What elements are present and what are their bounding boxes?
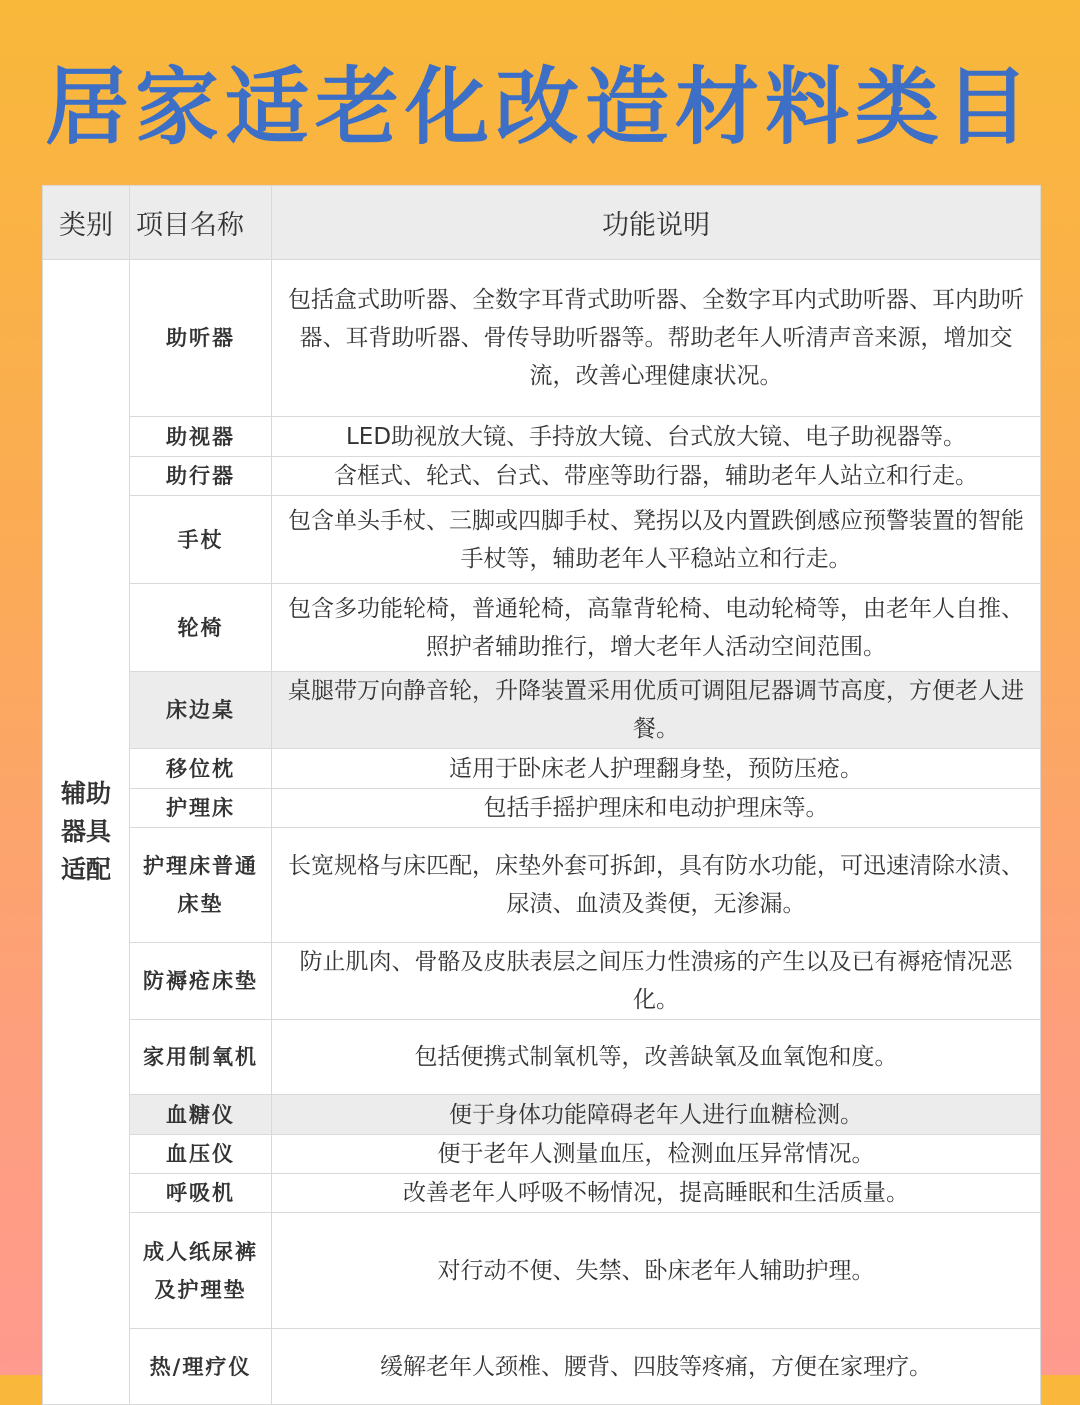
item-description: 包括手摇护理床和电动护理床等。: [272, 789, 1041, 828]
table-row: [43, 584, 1041, 672]
item-name: 助行器: [130, 457, 272, 496]
header-category: 类别: [43, 186, 130, 260]
item-description: 适用于卧床老人护理翻身垫，预防压疮。: [272, 749, 1041, 789]
category-cell: 辅助器具适配: [43, 260, 130, 1405]
table-row: [43, 1329, 1041, 1405]
item-name: 成人纸尿裤及护理垫: [130, 1213, 272, 1329]
item-description: 长宽规格与床匹配，床垫外套可拆卸，具有防水功能，可迅速清除水渍、尿渍、血渍及粪便，无渗漏。: [272, 828, 1041, 943]
header-description: 功能说明: [272, 186, 1041, 260]
item-name: 血压仪: [130, 1135, 272, 1174]
table-header-row: [43, 186, 1041, 260]
item-description: 包含单头手杖、三脚或四脚手杖、凳拐以及内置跌倒感应预警装置的智能手杖等，辅助老年人平稳站立和行走。: [272, 496, 1041, 584]
item-name: 防褥疮床垫: [130, 943, 272, 1020]
item-description: 便于身体功能障碍老年人进行血糖检测。: [272, 1095, 1041, 1135]
item-description: 防止肌肉、骨骼及皮肤表层之间压力性溃疡的产生以及已有褥疮情况恶化。: [272, 943, 1041, 1020]
item-description: 缓解老年人颈椎、腰背、四肢等疼痛，方便在家理疗。: [272, 1329, 1041, 1405]
item-name: 呼吸机: [130, 1174, 272, 1213]
table-row: [43, 496, 1041, 584]
table-row: [43, 457, 1041, 496]
table-row: [43, 417, 1041, 457]
table-row: [43, 828, 1041, 943]
page-title: 居家适老化改造材料类目: [44, 58, 1035, 156]
table-row: [43, 749, 1041, 789]
item-name: 家用制氧机: [130, 1020, 272, 1095]
item-description: 改善老年人呼吸不畅情况，提高睡眠和生活质量。: [272, 1174, 1041, 1213]
item-name: 移位枕: [130, 749, 272, 789]
materials-table: [42, 185, 1041, 1405]
item-description: 桌腿带万向静音轮，升降装置采用优质可调阻尼器调节高度，方便老人进餐。: [272, 672, 1041, 749]
table-row: [43, 1095, 1041, 1135]
table-row: [43, 1174, 1041, 1213]
table-row: [43, 1213, 1041, 1329]
item-name: 床边桌: [130, 672, 272, 749]
item-description: 包含多功能轮椅，普通轮椅，高靠背轮椅、电动轮椅等，由老年人自推、照护者辅助推行，增大老年人活动空间范围。: [272, 584, 1041, 672]
table-row: [43, 789, 1041, 828]
table-row: [43, 260, 1041, 417]
table-row: [43, 943, 1041, 1020]
item-description: LED助视放大镜、手持放大镜、台式放大镜、电子助视器等。: [272, 417, 1041, 457]
item-name: 血糖仪: [130, 1095, 272, 1135]
table-row: [43, 1135, 1041, 1174]
item-description: 便于老年人测量血压，检测血压异常情况。: [272, 1135, 1041, 1174]
item-name: 护理床普通床垫: [130, 828, 272, 943]
item-name: 助视器: [130, 417, 272, 457]
item-description: 含框式、轮式、台式、带座等助行器，辅助老年人站立和行走。: [272, 457, 1041, 496]
table-row: [43, 672, 1041, 749]
item-description: 包括盒式助听器、全数字耳背式助听器、全数字耳内式助听器、耳内助听器、耳背助听器、骨传导助听器等。帮助老年人听清声音来源，增加交流，改善心理健康状况。: [272, 260, 1041, 417]
header-item-name: 项目名称: [130, 186, 272, 260]
item-description: 包括便携式制氧机等，改善缺氧及血氧饱和度。: [272, 1020, 1041, 1095]
item-name: 轮椅: [130, 584, 272, 672]
item-name: 手杖: [130, 496, 272, 584]
item-name: 热/理疗仪: [130, 1329, 272, 1405]
item-description: 对行动不便、失禁、卧床老年人辅助护理。: [272, 1213, 1041, 1329]
table-row: [43, 1020, 1041, 1095]
item-name: 助听器: [130, 260, 272, 417]
item-name: 护理床: [130, 789, 272, 828]
